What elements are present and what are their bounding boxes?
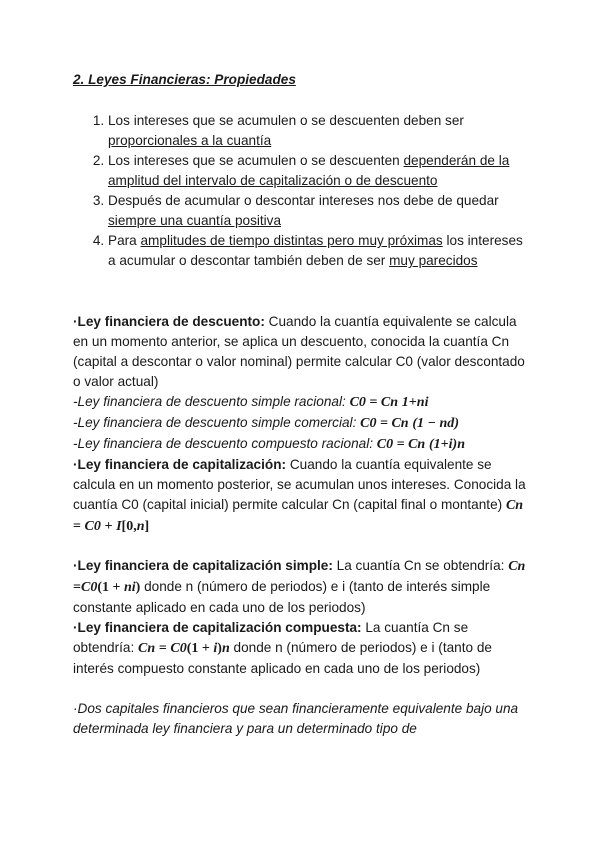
section-title: 2. Leyes Financieras: Propiedades bbox=[73, 72, 296, 87]
item-text: Los intereses que se acumulen o se descuenten bbox=[108, 153, 404, 168]
compuesta-label: ·Ley financiera de capitalización compuesta: bbox=[73, 620, 362, 635]
formula: nd bbox=[439, 416, 455, 431]
formula: C0 bbox=[170, 641, 187, 656]
item-text: Para bbox=[108, 233, 141, 248]
formula: ) bbox=[135, 580, 141, 595]
formula: C0 bbox=[84, 519, 101, 534]
formula: ) bbox=[217, 641, 222, 656]
simple-label: ·Ley financiera de capitalización simple: bbox=[73, 558, 333, 573]
formula: Cn bbox=[505, 498, 524, 513]
item-underlined: muy parecidos bbox=[389, 253, 478, 268]
formula: C0 = Cn bbox=[349, 395, 399, 410]
formula: ) bbox=[454, 416, 459, 431]
law-label: -Ley financiera de descuento simple racional: bbox=[73, 394, 350, 409]
formula: ni bbox=[123, 580, 136, 595]
simple-text: donde n (número de periodos) e i (tanto de interés simple constante aplicado en cada uno de los periodos) bbox=[73, 579, 491, 615]
item-underlined: dependerán de la amplitud del intervalo de capitalización o de descuento bbox=[108, 153, 510, 188]
formula: C0 = Cn bbox=[360, 416, 409, 431]
descuento-compuesto-racional bbox=[73, 434, 533, 455]
formula: (1 − bbox=[412, 416, 440, 431]
formula: n bbox=[221, 641, 230, 656]
formula: n bbox=[136, 519, 145, 534]
formula: ] bbox=[144, 519, 150, 534]
descuento-text: Cuando la cuantía equivalente se calcula en un momento anterior, se aplica un descuento, conocida la cuantía Cn (capital a descontar o valor nominal) permite calcular C0 (valor descontado o valor actual) bbox=[73, 314, 525, 389]
formula: + bbox=[104, 519, 117, 534]
formula: 1+ bbox=[401, 395, 417, 410]
formula: (1 + bbox=[97, 580, 124, 595]
capitalizacion-text: Cuando la cuantía equivalente se calcula en un momento posterior, se acumulan unos intereses. Conocida la cuantía C0 (capital inicial) permite calcular Cn (capital final o montante) bbox=[73, 457, 526, 512]
item-text: Después de acumular o descontar intereses nos debe de quedar bbox=[108, 193, 499, 208]
item-text: Los intereses que se acumulen o se descuenten deben ser bbox=[108, 113, 464, 128]
formula: ) bbox=[452, 437, 458, 452]
simple-text: La cuantía Cn se obtendría: bbox=[332, 558, 509, 573]
formula: i bbox=[213, 641, 218, 656]
descuento-label: ·Ley financiera de descuento: bbox=[73, 314, 265, 329]
capitalizacion-label: ·Ley financiera de capitalización: bbox=[73, 457, 287, 472]
formula: Cn bbox=[508, 559, 526, 574]
compuesta-text: donde n (número de periodos) e i (tanto de interés compuesto constante aplicado en cada uno de los periodos) bbox=[73, 640, 492, 676]
formula: (1 + bbox=[186, 641, 214, 656]
descuento-simple-racional bbox=[73, 392, 533, 413]
formula: C0 bbox=[80, 580, 98, 595]
formula: I bbox=[116, 519, 122, 534]
law-label: -Ley financiera de descuento compuesto racional: bbox=[73, 436, 377, 451]
formula: Cn bbox=[138, 641, 156, 656]
formula: ni bbox=[416, 395, 429, 410]
compuesta-paragraph bbox=[73, 618, 533, 679]
item-underlined: proporcionales a la cuantía bbox=[108, 133, 272, 148]
descuento-simple-comercial bbox=[73, 413, 533, 434]
formula: C0 = Cn bbox=[376, 437, 426, 452]
item-underlined: amplitudes de tiempo distintas pero muy próximas bbox=[140, 233, 443, 248]
formula: (1+ bbox=[429, 437, 449, 452]
capitalizacion-paragraph bbox=[73, 455, 533, 537]
list-item bbox=[108, 191, 533, 231]
equivalence-paragraph: ·Dos capitales financieros que sean financieramente equivalente bajo una determinada ley financiera y para un determinado tipo de bbox=[73, 701, 519, 736]
formula: = bbox=[158, 641, 171, 656]
item-text: los intereses a acumular o descontar también deben de ser bbox=[108, 233, 523, 268]
law-label: -Ley financiera de descuento simple comercial: bbox=[73, 415, 361, 430]
formula: n bbox=[457, 437, 466, 452]
list-item bbox=[108, 231, 533, 271]
formula: = bbox=[73, 580, 81, 595]
list-item bbox=[108, 151, 533, 191]
descuento-paragraph bbox=[73, 312, 533, 392]
formula: [0, bbox=[121, 519, 137, 534]
item-underlined: siempre una cuantía positiva bbox=[108, 213, 282, 228]
simple-paragraph bbox=[73, 556, 533, 618]
document-page bbox=[73, 70, 533, 739]
compuesta-text: La cuantía Cn se obtendría: bbox=[73, 620, 469, 655]
list-item bbox=[108, 111, 533, 151]
formula: i bbox=[448, 437, 453, 452]
formula: = bbox=[73, 519, 85, 534]
properties-list bbox=[73, 111, 533, 271]
